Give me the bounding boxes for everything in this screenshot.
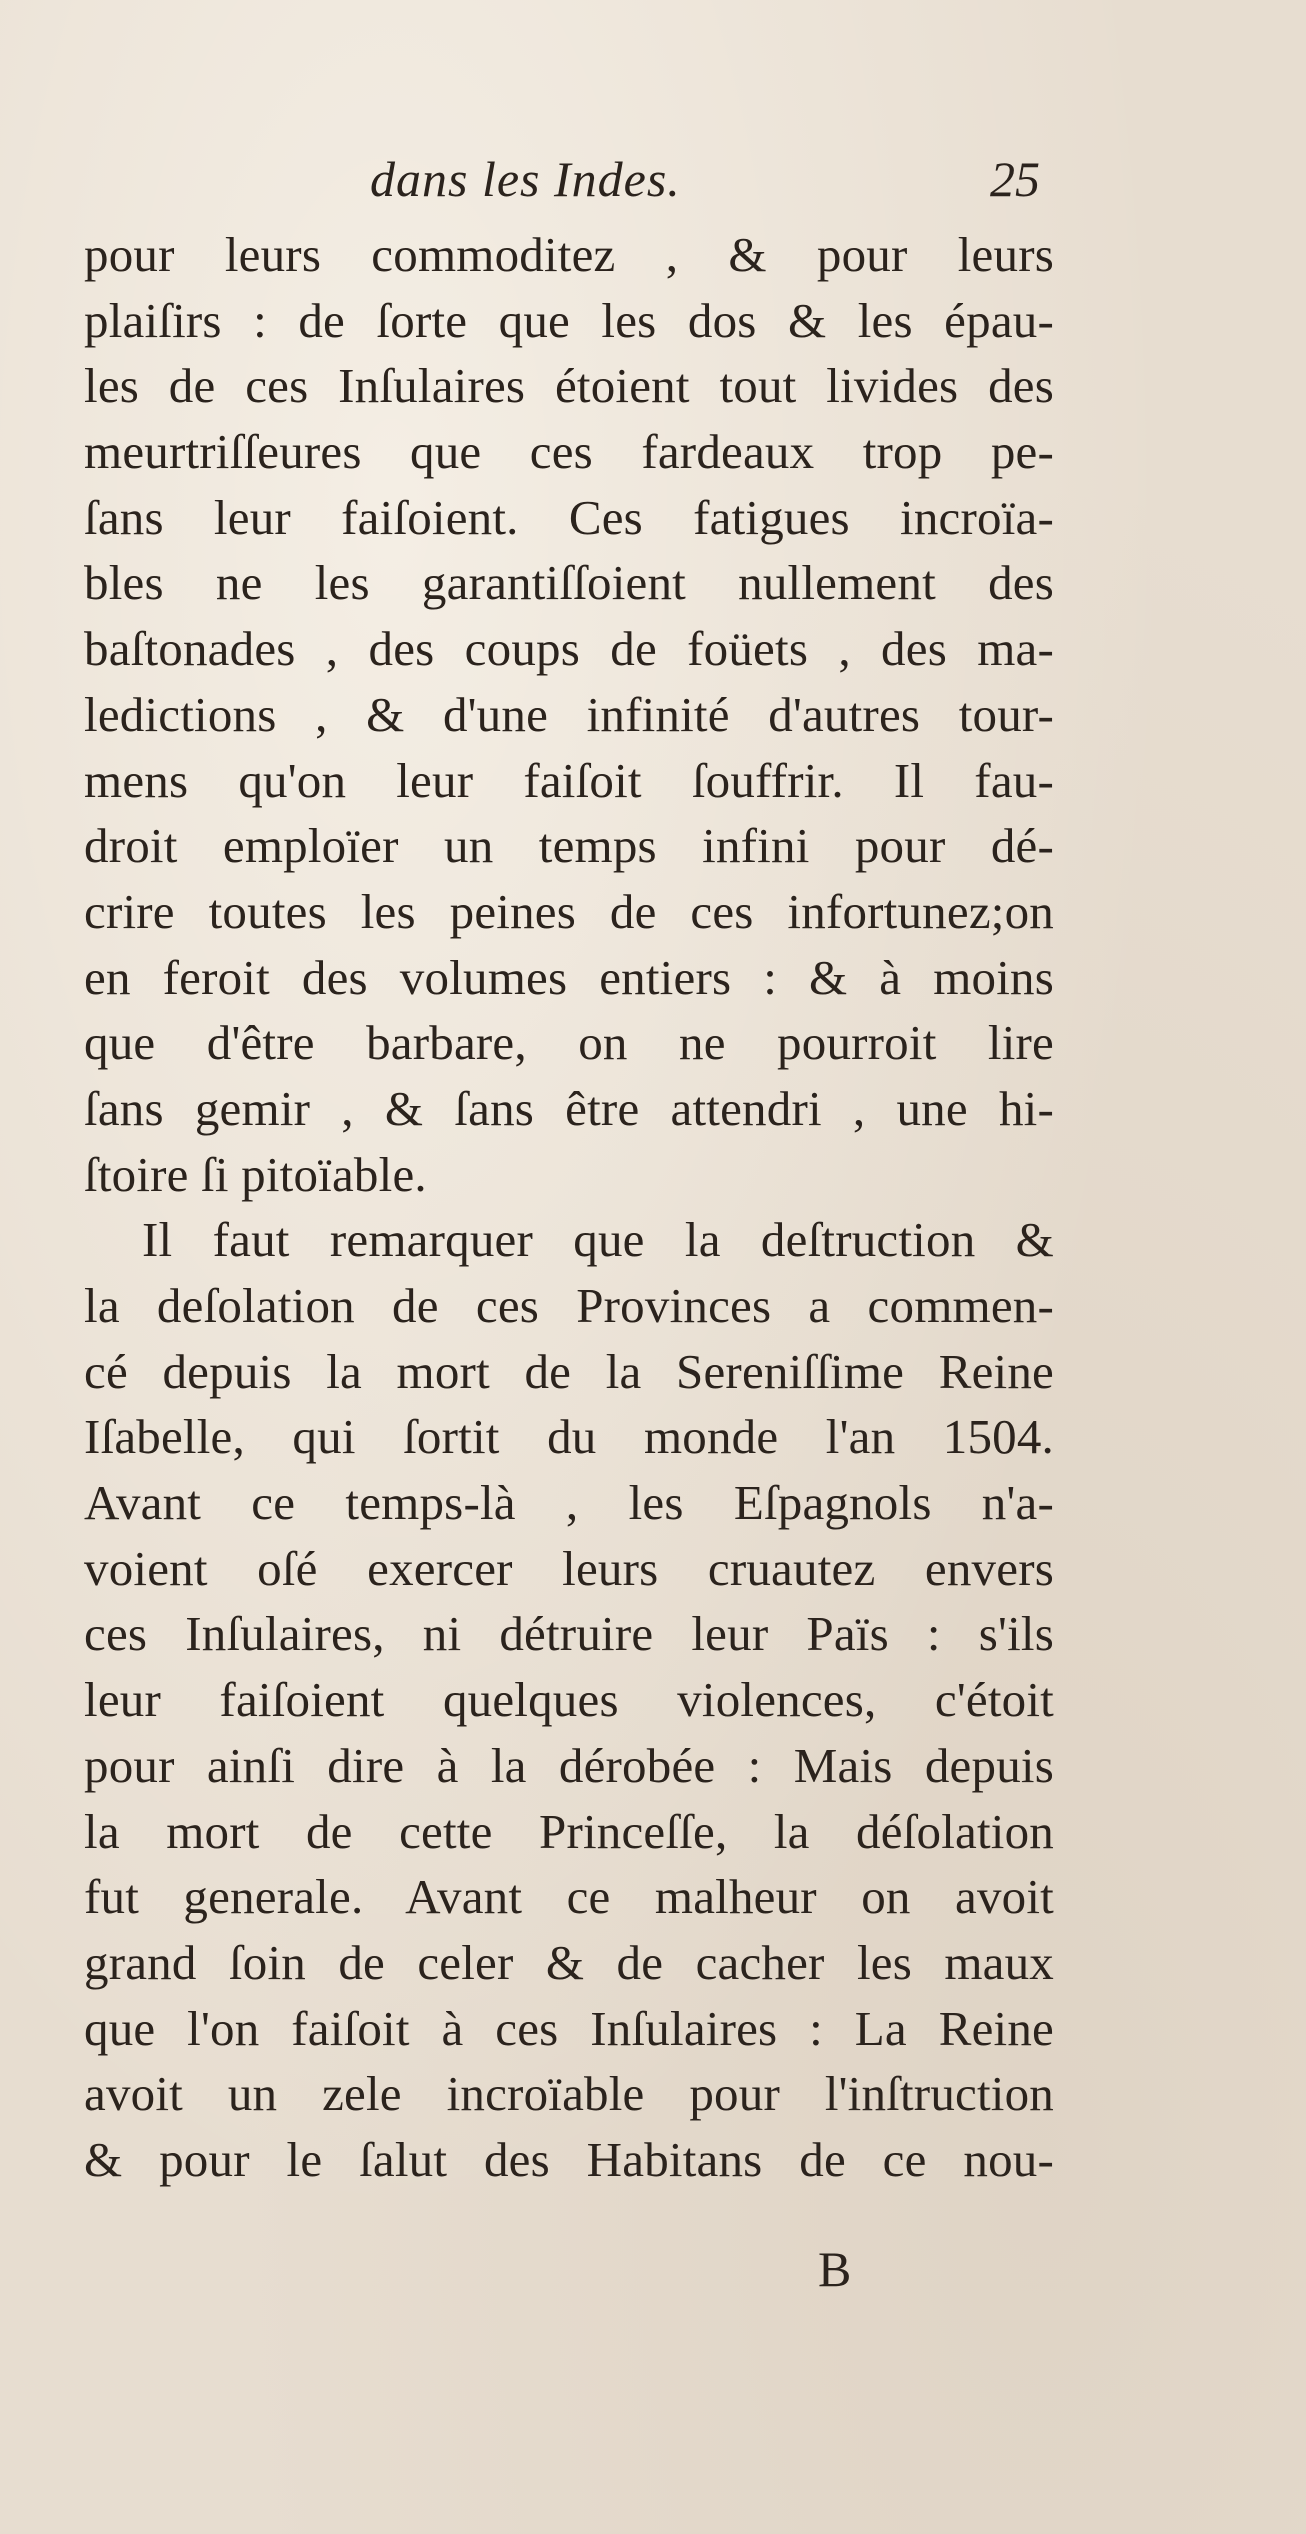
text-line: la mort de cette Princeſſe, la déſolation [84, 1803, 1054, 1859]
text-line: & pour le ſalut des Habitans de ce nou- [84, 2131, 1054, 2187]
text-line: meurtriſſeures que ces fardeaux trop pe- [84, 424, 1054, 480]
text-line: plaiſirs : de ſorte que les dos & les épau- [84, 292, 1054, 348]
text-line: avoit un zele incroïable pour l'inſtruction [84, 2066, 1054, 2122]
text-line: ledictions , & d'une infinité d'autres tour- [84, 686, 1054, 742]
text-line: mens qu'on leur faiſoit ſouffrir. Il fau- [84, 752, 1054, 808]
text-line: leur faiſoient quelques violences, c'étoit [84, 1672, 1054, 1728]
text-line: en feroit des volumes entiers : & à moins [84, 949, 1054, 1005]
text-line: ſtoire ſi pitoïable. [84, 1146, 427, 1202]
text-line: Avant ce temps-là , les Eſpagnols n'a- [84, 1475, 1054, 1531]
text-line: grand ſoin de celer & de cacher les maux [84, 1934, 1054, 1990]
text-line: crire toutes les peines de ces infortunez;on [84, 883, 1054, 939]
text-line: ces Inſulaires, ni détruire leur Païs : s'ils [84, 1606, 1054, 1662]
text-line: ſans gemir , & ſans être attendri , une hi- [84, 1080, 1054, 1136]
text-line: ſans leur faiſoient. Ces fatigues incroïa- [84, 489, 1054, 545]
text-line: que l'on faiſoit à ces Inſulaires : La Reine [84, 2000, 1054, 2056]
text-line: baſtonades , des coups de foüets , des ma- [84, 621, 1054, 677]
signature-mark: B [818, 2241, 853, 2297]
page-number: 25 [990, 151, 1040, 207]
text-line: la deſolation de ces Provinces a commen- [84, 1278, 1054, 1333]
text-line: cé depuis la mort de la Sereniſſime Reine [84, 1343, 1054, 1399]
running-title: dans les Indes. [370, 151, 681, 207]
text-line: fut generale. Avant ce malheur on avoit [84, 1869, 1054, 1925]
text-line: droit emploïer un temps infini pour dé- [84, 818, 1054, 874]
text-line: bles ne les garantiſſoient nullement des [84, 555, 1054, 611]
text-line: pour ainſi dire à la dérobée : Mais depuis [84, 1737, 1054, 1793]
text-line: voient oſé exercer leurs cruautez envers [84, 1540, 1054, 1596]
text-line: Iſabelle, qui ſortit du monde l'an 1504. [84, 1409, 1054, 1465]
running-head [80, 150, 1040, 220]
text-line: que d'être barbare, on ne pourroit lire [84, 1015, 1054, 1071]
text-line: les de ces Inſulaires étoient tout livides des [84, 358, 1054, 414]
body-text [84, 222, 1054, 2193]
text-line: pour leurs commoditez , & pour leurs [84, 227, 1054, 282]
text-line: Il faut remarquer que la deſtruction & [142, 1212, 1054, 1268]
